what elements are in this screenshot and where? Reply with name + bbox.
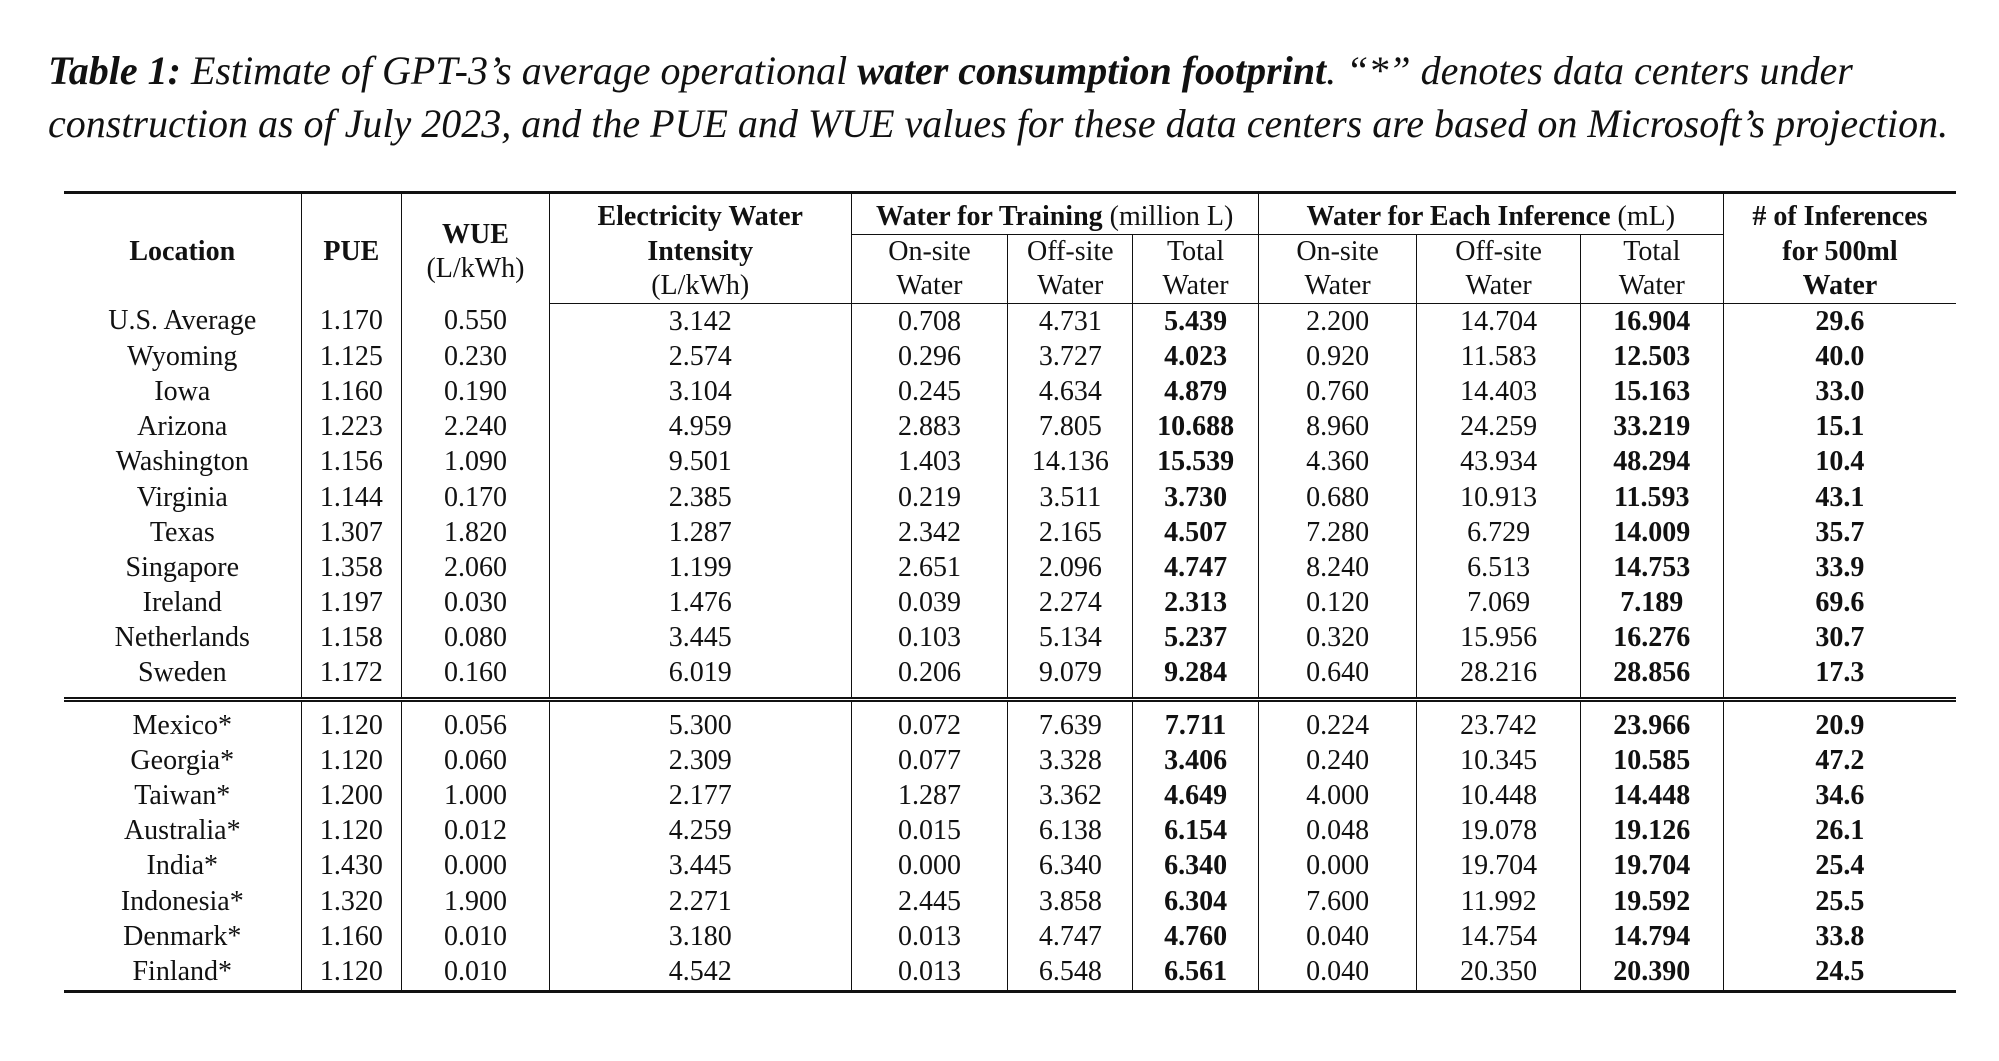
cell-training-total: 4.747 xyxy=(1133,550,1258,585)
header-inference-label: Water for Each Inference xyxy=(1306,201,1611,232)
cell-inference-offsite: 23.742 xyxy=(1417,700,1580,744)
cell-inference-total: 14.009 xyxy=(1580,515,1723,550)
table-row xyxy=(64,374,1956,409)
cell-pue: 1.320 xyxy=(301,884,402,919)
cell-inferences-per-500ml: 47.2 xyxy=(1815,744,1865,776)
cell-training-onsite: 0.072 xyxy=(851,700,1008,744)
cell-location: Texas xyxy=(64,515,301,550)
caption-bold-phrase: water consumption footprint xyxy=(857,48,1327,93)
cell-wue: 0.060 xyxy=(402,743,550,778)
header-ewi-unit: (L/kWh) xyxy=(549,269,851,304)
cell-training-total: 4.649 xyxy=(1133,778,1258,813)
cell-inferences-per-500ml: 15.1 xyxy=(1815,411,1865,443)
cell-training-offsite: 2.165 xyxy=(1008,515,1133,550)
cell-pue: 1.120 xyxy=(301,743,402,778)
cell-electricity-water-intensity: 1.287 xyxy=(549,515,851,550)
cell-inference-total: 14.753 xyxy=(1580,550,1723,585)
cell-inference-offsite: 24.259 xyxy=(1417,410,1580,445)
planned-datacenters-section xyxy=(64,700,1956,992)
cell-electricity-water-intensity: 2.309 xyxy=(549,743,851,778)
cell-inferences-per-500ml: 30.7 xyxy=(1815,622,1865,654)
cell-location: Wyoming xyxy=(64,339,301,374)
cell-training-onsite: 2.445 xyxy=(851,884,1008,919)
cell-location: Ireland xyxy=(64,586,301,621)
cell-inferences-per-500ml: 24.5 xyxy=(1815,955,1865,987)
cell-inference-offsite: 7.069 xyxy=(1417,586,1580,621)
cell-pue: 1.120 xyxy=(301,814,402,849)
cell-inferences-per-500ml: 33.8 xyxy=(1815,920,1865,952)
cell-inference-total: 19.592 xyxy=(1580,884,1723,919)
cell-inference-onsite: 2.200 xyxy=(1258,304,1417,340)
cell-electricity-water-intensity: 6.019 xyxy=(549,656,851,700)
cell-pue: 1.120 xyxy=(301,700,402,744)
cell-location: Mexico* xyxy=(64,700,301,744)
cell-inference-total: 23.966 xyxy=(1580,700,1723,744)
cell-inference-total: 12.503 xyxy=(1580,339,1723,374)
table-row xyxy=(64,884,1956,919)
cell-inference-onsite: 8.960 xyxy=(1258,410,1417,445)
cell-electricity-water-intensity: 2.385 xyxy=(549,480,851,515)
cell-inference-total: 19.126 xyxy=(1580,814,1723,849)
header-pue: PUE xyxy=(301,193,402,304)
cell-training-total: 6.154 xyxy=(1133,814,1258,849)
cell-training-offsite: 4.731 xyxy=(1008,304,1133,340)
cell-electricity-water-intensity: 4.259 xyxy=(549,814,851,849)
caption-label: Table 1: xyxy=(48,48,181,93)
header-inference-total-water: Water xyxy=(1580,269,1723,304)
cell-wue: 0.170 xyxy=(402,480,550,515)
cell-pue: 1.170 xyxy=(301,304,402,340)
cell-inference-total: 14.448 xyxy=(1580,778,1723,813)
cell-training-total: 4.023 xyxy=(1133,339,1258,374)
cell-inference-offsite: 10.913 xyxy=(1417,480,1580,515)
cell-inference-onsite: 7.600 xyxy=(1258,884,1417,919)
cell-inference-onsite: 7.280 xyxy=(1258,515,1417,550)
existing-datacenters-section xyxy=(64,304,1956,700)
cell-inferences-per-500ml: 43.1 xyxy=(1815,481,1865,513)
cell-inference-onsite: 8.240 xyxy=(1258,550,1417,585)
cell-inference-total: 28.856 xyxy=(1580,656,1723,700)
header-training-unit: (million L) xyxy=(1102,201,1234,232)
table-caption xyxy=(48,44,1968,150)
cell-wue: 0.190 xyxy=(402,374,550,409)
table-row xyxy=(64,339,1956,374)
cell-inferences-per-500ml: 10.4 xyxy=(1815,446,1865,478)
table-row xyxy=(64,445,1956,480)
cell-pue: 1.125 xyxy=(301,339,402,374)
cell-inference-offsite: 11.992 xyxy=(1417,884,1580,919)
table-row xyxy=(64,778,1956,813)
cell-training-total: 3.730 xyxy=(1133,480,1258,515)
cell-wue: 0.056 xyxy=(402,700,550,744)
cell-electricity-water-intensity: 3.445 xyxy=(549,849,851,884)
cell-training-offsite: 5.134 xyxy=(1008,621,1133,656)
cell-wue: 0.230 xyxy=(402,339,550,374)
cell-inference-total: 16.904 xyxy=(1580,304,1723,340)
table-row xyxy=(64,814,1956,849)
cell-inference-onsite: 0.224 xyxy=(1258,700,1417,744)
cell-inference-offsite: 14.403 xyxy=(1417,374,1580,409)
cell-location: Netherlands xyxy=(64,621,301,656)
cell-inference-total: 20.390 xyxy=(1580,954,1723,991)
cell-electricity-water-intensity: 2.271 xyxy=(549,884,851,919)
table-row xyxy=(64,954,1956,991)
header-inferences-line2: for 500ml xyxy=(1782,235,1898,267)
cell-inference-onsite: 4.000 xyxy=(1258,778,1417,813)
header-wue xyxy=(402,193,550,304)
cell-wue: 0.550 xyxy=(402,304,550,340)
cell-training-offsite: 4.747 xyxy=(1008,919,1133,954)
cell-pue: 1.200 xyxy=(301,778,402,813)
cell-inference-onsite: 0.048 xyxy=(1258,814,1417,849)
cell-inference-onsite: 0.320 xyxy=(1258,621,1417,656)
cell-location: Denmark* xyxy=(64,919,301,954)
cell-training-total: 6.340 xyxy=(1133,849,1258,884)
header-training-total: Total xyxy=(1133,235,1258,270)
table-row xyxy=(64,480,1956,515)
cell-inference-total: 48.294 xyxy=(1580,445,1723,480)
cell-inference-onsite: 0.920 xyxy=(1258,339,1417,374)
cell-pue: 1.358 xyxy=(301,550,402,585)
cell-wue: 0.012 xyxy=(402,814,550,849)
table-row xyxy=(64,550,1956,585)
cell-location: Taiwan* xyxy=(64,778,301,813)
cell-location: Iowa xyxy=(64,374,301,409)
cell-training-offsite: 2.274 xyxy=(1008,586,1133,621)
cell-electricity-water-intensity: 3.104 xyxy=(549,374,851,409)
table-row xyxy=(64,515,1956,550)
cell-location: Indonesia* xyxy=(64,884,301,919)
cell-training-total: 15.539 xyxy=(1133,445,1258,480)
cell-location: U.S. Average xyxy=(64,304,301,340)
cell-training-onsite: 0.103 xyxy=(851,621,1008,656)
cell-inference-onsite: 0.680 xyxy=(1258,480,1417,515)
cell-inference-onsite: 0.120 xyxy=(1258,586,1417,621)
header-training-group xyxy=(851,193,1258,235)
table-row xyxy=(64,743,1956,778)
cell-training-offsite: 6.340 xyxy=(1008,849,1133,884)
cell-training-offsite: 3.727 xyxy=(1008,339,1133,374)
cell-inference-offsite: 19.078 xyxy=(1417,814,1580,849)
cell-electricity-water-intensity: 4.542 xyxy=(549,954,851,991)
cell-training-offsite: 4.634 xyxy=(1008,374,1133,409)
header-location: Location xyxy=(64,193,301,304)
cell-inference-onsite: 0.000 xyxy=(1258,849,1417,884)
cell-inferences-per-500ml: 40.0 xyxy=(1815,340,1865,372)
header-wue-unit: (L/kWh) xyxy=(426,252,525,284)
cell-inference-offsite: 11.583 xyxy=(1417,339,1580,374)
cell-location: India* xyxy=(64,849,301,884)
table-row xyxy=(64,621,1956,656)
cell-wue: 0.080 xyxy=(402,621,550,656)
cell-wue: 1.820 xyxy=(402,515,550,550)
cell-pue: 1.160 xyxy=(301,919,402,954)
cell-training-total: 5.439 xyxy=(1133,304,1258,340)
cell-wue: 0.000 xyxy=(402,849,550,884)
cell-electricity-water-intensity: 3.142 xyxy=(549,304,851,340)
cell-pue: 1.172 xyxy=(301,656,402,700)
cell-electricity-water-intensity: 4.959 xyxy=(549,410,851,445)
cell-inference-offsite: 14.754 xyxy=(1417,919,1580,954)
cell-pue: 1.223 xyxy=(301,410,402,445)
cell-wue: 0.010 xyxy=(402,954,550,991)
header-training-offsite: Off-site xyxy=(1008,235,1133,270)
cell-pue: 1.120 xyxy=(301,954,402,991)
table-row xyxy=(64,919,1956,954)
cell-inference-total: 15.163 xyxy=(1580,374,1723,409)
cell-inference-onsite: 4.360 xyxy=(1258,445,1417,480)
cell-inference-onsite: 0.040 xyxy=(1258,954,1417,991)
header-ewi-line2: Intensity xyxy=(549,235,851,270)
cell-training-total: 5.237 xyxy=(1133,621,1258,656)
cell-inferences-per-500ml: 33.0 xyxy=(1815,375,1865,407)
cell-inference-total: 16.276 xyxy=(1580,621,1723,656)
cell-training-onsite: 0.015 xyxy=(851,814,1008,849)
cell-wue: 2.060 xyxy=(402,550,550,585)
cell-training-offsite: 3.511 xyxy=(1008,480,1133,515)
cell-electricity-water-intensity: 2.574 xyxy=(549,339,851,374)
cell-wue: 1.000 xyxy=(402,778,550,813)
header-training-offsite-water: Water xyxy=(1008,269,1133,304)
cell-inferences-per-500ml: 34.6 xyxy=(1815,780,1865,812)
cell-inference-offsite: 15.956 xyxy=(1417,621,1580,656)
cell-training-total: 9.284 xyxy=(1133,656,1258,700)
cell-inference-offsite: 20.350 xyxy=(1417,954,1580,991)
cell-training-total: 4.879 xyxy=(1133,374,1258,409)
table-row xyxy=(64,849,1956,884)
cell-inference-total: 10.585 xyxy=(1580,743,1723,778)
cell-inference-total: 11.593 xyxy=(1580,480,1723,515)
cell-inference-offsite: 43.934 xyxy=(1417,445,1580,480)
cell-inference-onsite: 0.040 xyxy=(1258,919,1417,954)
cell-pue: 1.307 xyxy=(301,515,402,550)
cell-wue: 0.160 xyxy=(402,656,550,700)
cell-location: Australia* xyxy=(64,814,301,849)
cell-training-offsite: 7.805 xyxy=(1008,410,1133,445)
cell-training-total: 2.313 xyxy=(1133,586,1258,621)
cell-training-total: 6.304 xyxy=(1133,884,1258,919)
cell-training-offsite: 2.096 xyxy=(1008,550,1133,585)
cell-inference-offsite: 6.729 xyxy=(1417,515,1580,550)
cell-inferences-per-500ml: 17.3 xyxy=(1723,656,1956,700)
cell-electricity-water-intensity: 1.476 xyxy=(549,586,851,621)
cell-electricity-water-intensity: 1.199 xyxy=(549,550,851,585)
cell-training-onsite: 0.000 xyxy=(851,849,1008,884)
header-inference-onsite: On-site xyxy=(1258,235,1417,270)
cell-electricity-water-intensity: 3.445 xyxy=(549,621,851,656)
cell-training-offsite: 7.639 xyxy=(1008,700,1133,744)
header-inferences-line1: # of Inferences xyxy=(1752,201,1928,233)
cell-pue: 1.197 xyxy=(301,586,402,621)
cell-location: Georgia* xyxy=(64,743,301,778)
cell-inferences-per-500ml: 35.7 xyxy=(1815,516,1865,548)
cell-inferences-per-500ml: 25.5 xyxy=(1815,885,1865,917)
header-training-total-water: Water xyxy=(1133,269,1258,304)
cell-training-total: 3.406 xyxy=(1133,743,1258,778)
cell-inference-onsite: 0.640 xyxy=(1258,656,1417,700)
cell-training-onsite: 0.245 xyxy=(851,374,1008,409)
cell-training-offsite: 3.362 xyxy=(1008,778,1133,813)
cell-training-offsite: 14.136 xyxy=(1008,445,1133,480)
table-row xyxy=(64,700,1956,744)
cell-training-onsite: 0.708 xyxy=(851,304,1008,340)
header-wue-label: WUE xyxy=(442,218,509,250)
header-inferences-line3: Water xyxy=(1723,269,1956,304)
cell-training-onsite: 1.403 xyxy=(851,445,1008,480)
cell-inferences-per-500ml: 25.4 xyxy=(1815,850,1865,882)
cell-inference-onsite: 0.240 xyxy=(1258,743,1417,778)
cell-training-onsite: 0.013 xyxy=(851,919,1008,954)
cell-location: Finland* xyxy=(64,954,301,991)
table-row xyxy=(64,410,1956,445)
cell-wue: 1.090 xyxy=(402,445,550,480)
cell-inference-offsite: 19.704 xyxy=(1417,849,1580,884)
cell-pue: 1.160 xyxy=(301,374,402,409)
header-inference-group xyxy=(1258,193,1723,235)
header-inference-onsite-water: Water xyxy=(1258,269,1417,304)
cell-location: Virginia xyxy=(64,480,301,515)
cell-training-onsite: 0.077 xyxy=(851,743,1008,778)
header-inference-total: Total xyxy=(1580,235,1723,270)
table-row xyxy=(64,586,1956,621)
cell-training-onsite: 0.296 xyxy=(851,339,1008,374)
header-training-onsite: On-site xyxy=(851,235,1008,270)
cell-electricity-water-intensity: 5.300 xyxy=(549,700,851,744)
cell-training-offsite: 3.858 xyxy=(1008,884,1133,919)
cell-training-onsite: 0.013 xyxy=(851,954,1008,991)
cell-inferences-per-500ml: 26.1 xyxy=(1815,815,1865,847)
cell-inference-offsite: 6.513 xyxy=(1417,550,1580,585)
cell-training-onsite: 2.342 xyxy=(851,515,1008,550)
header-inference-unit: (mL) xyxy=(1610,201,1676,232)
cell-training-total: 6.561 xyxy=(1133,954,1258,991)
header-ewi-line1: Electricity Water xyxy=(549,193,851,235)
header-inference-offsite-water: Water xyxy=(1417,269,1580,304)
cell-inference-total: 14.794 xyxy=(1580,919,1723,954)
table-row xyxy=(64,656,1956,700)
cell-location: Sweden xyxy=(64,656,301,700)
cell-pue: 1.144 xyxy=(301,480,402,515)
cell-inferences-per-500ml: 33.9 xyxy=(1815,551,1865,583)
cell-inference-offsite: 14.704 xyxy=(1417,304,1580,340)
cell-training-total: 4.507 xyxy=(1133,515,1258,550)
cell-location: Washington xyxy=(64,445,301,480)
cell-training-offsite: 6.138 xyxy=(1008,814,1133,849)
cell-inference-offsite: 10.345 xyxy=(1417,743,1580,778)
cell-inference-total: 19.704 xyxy=(1580,849,1723,884)
cell-wue: 1.900 xyxy=(402,884,550,919)
header-training-onsite-water: Water xyxy=(851,269,1008,304)
cell-training-onsite: 0.206 xyxy=(851,656,1008,700)
cell-electricity-water-intensity: 3.180 xyxy=(549,919,851,954)
water-footprint-table xyxy=(64,191,1956,993)
cell-inference-total: 7.189 xyxy=(1580,586,1723,621)
cell-training-onsite: 2.651 xyxy=(851,550,1008,585)
cell-training-offsite: 3.328 xyxy=(1008,743,1133,778)
cell-pue: 1.158 xyxy=(301,621,402,656)
caption-text-1: Estimate of GPT-3’s average operational xyxy=(180,48,858,93)
header-training-label: Water for Training xyxy=(876,201,1103,232)
cell-wue: 0.030 xyxy=(402,586,550,621)
cell-electricity-water-intensity: 2.177 xyxy=(549,778,851,813)
cell-inference-offsite: 10.448 xyxy=(1417,778,1580,813)
cell-pue: 1.430 xyxy=(301,849,402,884)
cell-training-offsite: 9.079 xyxy=(1008,656,1133,700)
cell-training-onsite: 0.039 xyxy=(851,586,1008,621)
cell-training-onsite: 1.287 xyxy=(851,778,1008,813)
cell-training-onsite: 2.883 xyxy=(851,410,1008,445)
cell-pue: 1.156 xyxy=(301,445,402,480)
cell-training-total: 7.711 xyxy=(1133,700,1258,744)
caption-text-2: . “*” denotes data centers under construction as of July 2023, and the PUE and WUE values for these data centers are based on Microsoft’s projection. xyxy=(48,48,1949,146)
cell-inferences-per-500ml: 20.9 xyxy=(1815,709,1865,741)
cell-location: Arizona xyxy=(64,410,301,445)
table-row xyxy=(64,304,1956,340)
cell-location: Singapore xyxy=(64,550,301,585)
cell-electricity-water-intensity: 9.501 xyxy=(549,445,851,480)
cell-training-offsite: 6.548 xyxy=(1008,954,1133,991)
cell-inferences-per-500ml: 69.6 xyxy=(1815,587,1865,619)
cell-wue: 2.240 xyxy=(402,410,550,445)
cell-wue: 0.010 xyxy=(402,919,550,954)
cell-training-total: 4.760 xyxy=(1133,919,1258,954)
cell-inference-onsite: 0.760 xyxy=(1258,374,1417,409)
cell-inferences-per-500ml: 29.6 xyxy=(1815,305,1865,337)
cell-training-total: 10.688 xyxy=(1133,410,1258,445)
header-inference-offsite: Off-site xyxy=(1417,235,1580,270)
cell-inference-offsite: 28.216 xyxy=(1417,656,1580,700)
cell-inference-total: 33.219 xyxy=(1580,410,1723,445)
cell-training-onsite: 0.219 xyxy=(851,480,1008,515)
